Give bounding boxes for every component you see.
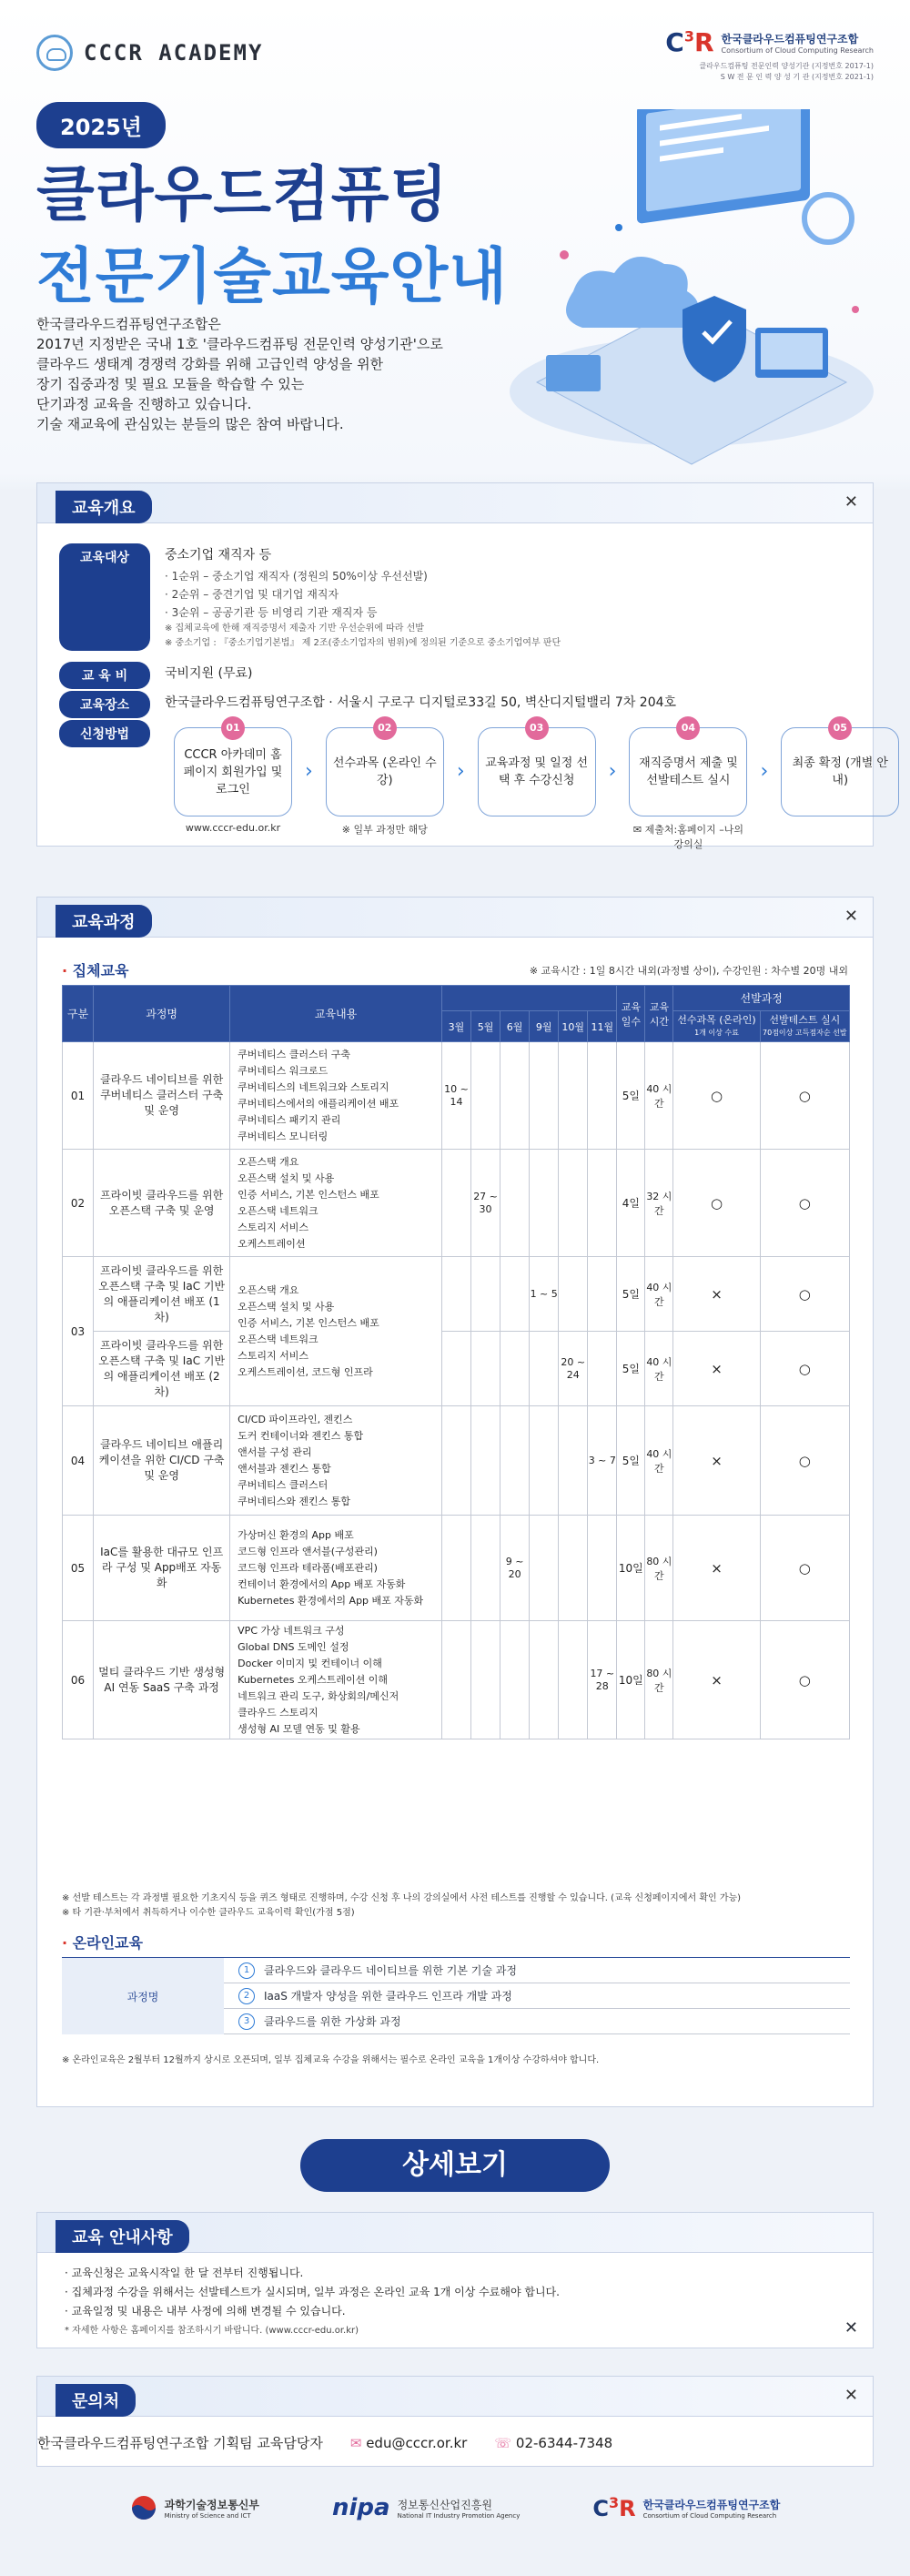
- table-row: [63, 1257, 850, 1332]
- row-test: ○: [760, 1332, 849, 1406]
- row-date: 10 ~ 14: [441, 1042, 470, 1150]
- month-cell: [441, 1150, 470, 1257]
- content-item: 쿠버네티스 워크로드: [238, 1064, 329, 1077]
- row-days: 4일: [617, 1150, 645, 1257]
- close-icon[interactable]: ✕: [844, 907, 858, 926]
- target-item: · 1순위 – 중소기업 재직자 (정원의 50%이상 우선선발): [165, 570, 428, 583]
- col-month: 9월: [530, 1011, 559, 1042]
- msit-emblem-icon: [130, 2494, 157, 2521]
- row-content: [230, 1257, 442, 1406]
- content-item: 생성형 AI 모델 연동 및 활용: [238, 1722, 360, 1735]
- month-cell: [500, 1150, 530, 1257]
- table-row: [63, 1406, 850, 1516]
- month-cell: [588, 1257, 617, 1332]
- detail-button[interactable]: 상세보기: [300, 2139, 610, 2192]
- phone-icon: ☏: [494, 2434, 512, 2451]
- row-date: 3 ~ 7: [588, 1406, 617, 1516]
- row-days: 5일: [617, 1406, 645, 1516]
- online-table: [62, 1957, 850, 2034]
- hero-illustration: [482, 109, 883, 473]
- row-days: 5일: [617, 1042, 645, 1150]
- month-cell: [530, 1150, 559, 1257]
- month-cell: [500, 1257, 530, 1332]
- curriculum-body: [63, 1042, 850, 1739]
- fee-value: 국비지원 (무료): [165, 666, 253, 681]
- intro-text: [36, 314, 510, 434]
- intro-line: 장기 집중과정 및 필요 모듈을 학습할 수 있는: [36, 376, 305, 392]
- target-note: ※ 집체교육에 한해 재직증명서 제출자 기반 우선순위에 따라 선발: [165, 624, 424, 634]
- close-icon[interactable]: ✕: [844, 2318, 858, 2338]
- online-title: · 온라인교육: [62, 1932, 143, 1952]
- month-cell: [588, 1150, 617, 1257]
- row-course: 프라이빗 클라우드를 위한 오픈스택 구축 및 IaC 기반의 애플리케이션 배포 (1차): [94, 1257, 230, 1332]
- row-course: 프라이빗 클라우드를 위한 오픈스택 구축 및 운영: [94, 1150, 230, 1257]
- month-cell: [588, 1042, 617, 1150]
- contact-email[interactable]: ✉ edu@cccr.or.kr: [349, 2434, 468, 2451]
- cloud-icon: [36, 35, 73, 71]
- row-no: 03: [63, 1257, 94, 1406]
- c3r-footer-logo: $C^3R$ 한국클라우드컴퓨팅연구조합 Consortium of Cloud Computing Research: [592, 2494, 781, 2521]
- month-cell: [500, 1406, 530, 1516]
- month-cell: [559, 1516, 588, 1621]
- content-item: Docker 이미지 및 컨테이너 이해: [238, 1657, 382, 1669]
- month-cell: [471, 1332, 500, 1406]
- content-item: CI/CD 파이프라인, 젠킨스: [238, 1413, 353, 1425]
- month-cell: [559, 1621, 588, 1739]
- curriculum-table: [62, 985, 850, 1739]
- content-item: Global DNS 도메인 설정: [238, 1640, 349, 1653]
- intro-line: 기술 재교육에 관심있는 분들의 많은 참여 바랍니다.: [36, 416, 344, 432]
- content-item: 스토리지 서비스: [238, 1349, 309, 1362]
- row-test: ○: [760, 1257, 849, 1332]
- col-month: 10월: [559, 1011, 588, 1042]
- chevron-right-icon: ›: [760, 760, 769, 783]
- col-prereq: 선수과목 (온라인) 1개 이상 수료: [673, 1011, 760, 1042]
- content-item: 오픈스택 개요: [238, 1283, 299, 1296]
- month-cell: [471, 1406, 500, 1516]
- guide-item: · 교육신청은 교육시작일 한 달 전부터 진행됩니다.: [65, 2267, 304, 2279]
- online-note: ※ 온라인교육은 2월부터 12월까지 상시로 오픈되며, 일부 집체교육 수강을 위해서는 필수로 온라인 교육을 1개이상 수강하셔야 합니다.: [62, 2055, 600, 2065]
- month-cell: [441, 1516, 470, 1621]
- intro-line: 단기과정 교육을 진행하고 있습니다.: [36, 396, 252, 412]
- row-date: 20 ~ 24: [559, 1332, 588, 1406]
- month-cell: [559, 1257, 588, 1332]
- month-cell: [471, 1516, 500, 1621]
- guide-title: 교육 안내사항: [56, 2220, 189, 2253]
- online-label: 과정명: [62, 1958, 224, 2034]
- nipa-logo-text: nipa: [332, 2494, 390, 2521]
- row-course: 클라우드 네이티브를 위한 쿠버네티스 클러스터 구축 및 운영: [94, 1042, 230, 1150]
- table-note: ※ 타 기관·부처에서 취득하거나 이수한 클라우드 교육이력 확인(가점 5점): [62, 1908, 355, 1918]
- org-name: 한국클라우드컴퓨팅연구조합: [721, 32, 859, 46]
- online-course[interactable]: 3 클라우드를 위한 가상화 과정: [224, 2009, 850, 2034]
- row-content: [230, 1042, 442, 1150]
- row-test: ○: [760, 1516, 849, 1621]
- col-month: 5월: [471, 1011, 500, 1042]
- row-hours: 40 시간: [645, 1042, 673, 1150]
- target-value: 중소기업 재직자 등: [165, 548, 272, 563]
- col-days: 교육 일수: [617, 986, 645, 1042]
- apply-step: 03 교육과정 및 일정 선택 후 수강신청: [478, 727, 596, 816]
- academy-logo[interactable]: [36, 35, 263, 71]
- month-cell: [559, 1406, 588, 1516]
- guide-card: [36, 2212, 874, 2348]
- col-course: 과정명: [94, 986, 230, 1042]
- table-row: [63, 1516, 850, 1621]
- apply-step: 04 재직증명서 제출 및 선발테스트 실시 ✉ 제출처:홈페이지 –나의강의실: [629, 727, 747, 851]
- apply-step: 01 CCCR 아카데미 홈페이지 회원가입 및 로그인 www.cccr-edu.or.kr: [174, 727, 292, 834]
- content-item: 인증 서비스, 기본 인스턴스 배포: [238, 1188, 379, 1201]
- designation-2: S W 전 문 인 력 양 성 기 관 (지정번호 2021-1): [720, 73, 874, 81]
- col-month: 6월: [500, 1011, 530, 1042]
- row-no: 06: [63, 1621, 94, 1739]
- row-days: 10일: [617, 1516, 645, 1621]
- row-content: [230, 1150, 442, 1257]
- group-title: · 집체교육: [62, 959, 128, 980]
- fee-label: 교 육 비: [59, 662, 150, 689]
- row-date: 9 ~ 20: [500, 1516, 530, 1621]
- row-test: ○: [760, 1406, 849, 1516]
- col-selection: 선발과정: [673, 986, 850, 1011]
- target-label: 교육대상: [59, 543, 150, 651]
- target-item: · 2순위 – 중견기업 및 대기업 재직자: [165, 588, 339, 601]
- curriculum-title: 교육과정: [56, 905, 152, 938]
- intro-line: 한국클라우드컴퓨팅연구조합은: [36, 316, 221, 332]
- content-item: 오픈스택 네트워크: [238, 1333, 318, 1345]
- month-cell: [500, 1332, 530, 1406]
- content-item: 오케스트레이션: [238, 1237, 306, 1250]
- designation-1: 클라우드컴퓨팅 전문인력 양성기관 (지정번호 2017-1): [699, 62, 874, 70]
- content-item: 도커 컨테이너와 젠킨스 통합: [238, 1429, 364, 1442]
- nipa-logo: nipa 정보통신산업진흥원 National IT Industry Promotion Agency: [332, 2494, 521, 2521]
- contact-title: 문의처: [56, 2384, 136, 2417]
- row-hours: 40 시간: [645, 1406, 673, 1516]
- table-note: ※ 선발 테스트는 각 과정별 필요한 기초지식 등을 퀴즈 형태로 진행하며, 수강 신청 후 나의 강의실에서 사전 테스트를 진행할 수 있습니다. (교육 신청페이지에서 확인 가능): [62, 1893, 742, 1903]
- month-cell: [441, 1406, 470, 1516]
- content-item: 오픈스택 네트워크: [238, 1204, 318, 1217]
- content-item: 인증 서비스, 기본 인스턴스 배포: [238, 1316, 379, 1329]
- month-cell: [471, 1042, 500, 1150]
- col-no: 구분: [63, 986, 94, 1042]
- row-no: 02: [63, 1150, 94, 1257]
- content-item: 오케스트레이션, 코드형 인프라: [238, 1365, 373, 1378]
- row-date: 17 ~ 28: [588, 1621, 617, 1739]
- content-item: 오픈스택 설치 및 사용: [238, 1300, 335, 1313]
- table-row: [63, 1150, 850, 1257]
- row-course: IaC를 활용한 대규모 인프라 구성 및 App배포 자동화: [94, 1516, 230, 1621]
- online-course[interactable]: 1 클라우드와 클라우드 네이티브를 위한 기본 기술 과정: [224, 1958, 850, 1983]
- chevron-right-icon: ›: [305, 760, 313, 783]
- row-days: 10일: [617, 1621, 645, 1739]
- row-prereq: ×: [673, 1621, 760, 1739]
- row-no: 01: [63, 1042, 94, 1150]
- row-test: ○: [760, 1621, 849, 1739]
- month-cell: [441, 1257, 470, 1332]
- row-hours: 40 시간: [645, 1257, 673, 1332]
- row-no: 05: [63, 1516, 94, 1621]
- step-caption: ✉ 제출처:홈페이지 –나의강의실: [632, 824, 743, 850]
- table-row: [63, 1332, 850, 1406]
- group-note: ※ 교육시간 : 1일 8시간 내외(과정별 상이), 수강인원 : 차수별 20명 내외: [529, 965, 848, 977]
- row-test: ○: [760, 1150, 849, 1257]
- content-item: 쿠버네티스 모니터링: [238, 1130, 329, 1142]
- intro-line: 2017년 지정받은 국내 1호 '클라우드컴퓨팅 전문인력 양성기관'으로: [36, 336, 443, 352]
- step-caption-link[interactable]: www.cccr-edu.or.kr: [185, 822, 281, 834]
- content-item: 쿠버네티스와 젠킨스 통합: [238, 1495, 351, 1507]
- month-cell: [471, 1257, 500, 1332]
- guide-item: · 교육일정 및 내용은 내부 사정에 의해 변경될 수 있습니다.: [65, 2305, 346, 2317]
- guide-item: · 집체과정 수강을 위해서는 선발테스트가 실시되며, 일부 과정은 온라인 교육 1개 이상 수료해야 합니다.: [65, 2286, 560, 2298]
- row-prereq: ×: [673, 1516, 760, 1621]
- content-item: 쿠버네티스의 네트워크와 스토리지: [238, 1080, 389, 1093]
- page-title-line2: 전문기술교육안내: [36, 241, 509, 311]
- mail-icon: ✉: [349, 2434, 362, 2451]
- month-cell: [441, 1621, 470, 1739]
- org-logo: [665, 27, 874, 83]
- month-cell: [530, 1516, 559, 1621]
- row-test: ○: [760, 1042, 849, 1150]
- content-item: 쿠버네티스 패키지 관리: [238, 1113, 341, 1126]
- content-item: 네트워크 관리 도구, 화상회의/메신저: [238, 1689, 399, 1702]
- month-cell: [588, 1332, 617, 1406]
- apply-label: 신청방법: [59, 720, 150, 747]
- footer-logos: [0, 2494, 910, 2521]
- step-caption: ※ 일부 과정만 해당: [341, 824, 428, 836]
- row-content: [230, 1406, 442, 1516]
- row-days: 5일: [617, 1332, 645, 1406]
- row-course: 멀티 클라우드 기반 생성형AI 연동 SaaS 구축 과정: [94, 1621, 230, 1739]
- content-item: 오픈스택 설치 및 사용: [238, 1171, 335, 1184]
- content-item: Kubernetes 환경에서의 App 배포 자동화: [238, 1594, 424, 1607]
- content-item: 코드형 인프라 앤서블(구성관리): [238, 1545, 378, 1557]
- row-content: [230, 1516, 442, 1621]
- row-date: 27 ~ 30: [471, 1150, 500, 1257]
- contact-phone[interactable]: ☏ 02-6344-7348: [494, 2434, 613, 2451]
- page-title-line1: 클라우드컴퓨팅: [36, 159, 450, 229]
- apply-step: 05 최종 확정 (개별 안내): [781, 727, 899, 816]
- contact-card: [36, 2376, 874, 2467]
- row-hours: 80 시간: [645, 1516, 673, 1621]
- row-course: 프라이빗 클라우드를 위한 오픈스택 구축 및 IaC 기반의 애플리케이션 배포 (2차): [94, 1332, 230, 1406]
- row-date: 1 ~ 5: [530, 1257, 559, 1332]
- content-item: 스토리지 서비스: [238, 1221, 309, 1233]
- close-icon[interactable]: ✕: [844, 492, 858, 512]
- month-cell: [530, 1406, 559, 1516]
- org-name-en: Consortium of Cloud Computing Research: [721, 46, 874, 55]
- chevron-right-icon: ›: [608, 760, 617, 783]
- chevron-right-icon: ›: [456, 760, 465, 783]
- month-cell: [559, 1042, 588, 1150]
- row-hours: 80 시간: [645, 1621, 673, 1739]
- msit-logo: 과학기술정보통신부 Ministry of Science and ICT: [130, 2494, 259, 2521]
- month-cell: [530, 1332, 559, 1406]
- content-item: 앤서블 구성 관리: [238, 1445, 312, 1458]
- c3r-logo-icon: $C^3R$: [592, 2494, 636, 2521]
- curriculum-card: [36, 897, 874, 2107]
- content-item: VPC 가상 네트워크 구성: [238, 1624, 345, 1637]
- place-value: 한국클라우드컴퓨팅연구조합 · 서울시 구로구 디지털로33길 50, 벽산디지털밸리 7차 204호: [165, 695, 677, 710]
- academy-name: CCCR ACADEMY: [84, 40, 264, 66]
- content-item: 쿠버네티스 클러스터 구축: [238, 1048, 351, 1060]
- apply-steps: [174, 722, 899, 851]
- row-prereq: ×: [673, 1406, 760, 1516]
- month-cell: [530, 1621, 559, 1739]
- row-content: [230, 1621, 442, 1739]
- content-item: 클라우드 스토리지: [238, 1706, 318, 1719]
- row-days: 5일: [617, 1257, 645, 1332]
- table-row: [63, 1042, 850, 1150]
- place-label: 교육장소: [59, 691, 150, 718]
- row-prereq: ○: [673, 1150, 760, 1257]
- col-hours: 교육 시간: [645, 986, 673, 1042]
- row-prereq: ○: [673, 1042, 760, 1150]
- apply-step: 02 선수과목 (온라인 수강) ※ 일부 과정만 해당: [326, 727, 444, 837]
- year-badge: 2025년: [36, 102, 166, 148]
- contact-org: 한국클라우드컴퓨팅연구조합 기획팀 교육담당자: [37, 2435, 323, 2451]
- content-item: 오픈스택 개요: [238, 1155, 299, 1168]
- month-cell: [530, 1042, 559, 1150]
- content-item: 쿠버네티스 클러스터: [238, 1478, 329, 1491]
- row-prereq: ×: [673, 1257, 760, 1332]
- col-test: 선발테스트 실시 70점이상 고득점자순 선발: [760, 1011, 849, 1042]
- content-item: 앤서블과 젠킨스 통합: [238, 1462, 331, 1475]
- target-note: ※ 중소기업 : 『중소기업기본법』 제 2조(중소기업자의 범위)에 정의된 기준으로 중소기업여부 판단: [165, 638, 561, 648]
- month-cell: [500, 1042, 530, 1150]
- row-hours: 40 시간: [645, 1332, 673, 1406]
- month-cell: [588, 1516, 617, 1621]
- content-item: 가상머신 환경의 App 배포: [238, 1528, 354, 1541]
- intro-line: 클라우드 생태계 경쟁력 강화를 위해 고급인력 양성을 위한: [36, 356, 384, 372]
- content-item: Kubernetes 오케스트레이션 이해: [238, 1673, 389, 1686]
- overview-title: 교육개요: [56, 491, 152, 523]
- col-content: 교육내용: [230, 986, 442, 1042]
- content-item: 컨테이너 환경에서의 App 배포 자동화: [238, 1577, 406, 1590]
- col-month: 3월: [441, 1011, 470, 1042]
- header: [36, 27, 874, 82]
- c3r-logo-icon: $C^3R$: [665, 27, 714, 57]
- content-item: 쿠버네티스에서의 애플리케이션 배포: [238, 1097, 399, 1110]
- month-cell: [500, 1621, 530, 1739]
- row-no: 04: [63, 1406, 94, 1516]
- online-course[interactable]: 2 IaaS 개발자 양성을 위한 클라우드 인프라 개발 과정: [224, 1983, 850, 2009]
- close-icon[interactable]: ✕: [844, 2386, 858, 2405]
- target-item: · 3순위 – 공공기관 등 비영리 기관 재직자 등: [165, 606, 378, 619]
- overview-card: [36, 482, 888, 850]
- row-prereq: ×: [673, 1332, 760, 1406]
- content-item: 코드형 인프라 테라폼(배포관리): [238, 1561, 378, 1574]
- guide-note: * 자세한 사항은 홈페이지를 참조하시기 바랍니다. (www.cccr-edu.or.kr): [65, 2326, 359, 2336]
- row-course: 클라우드 네이티브 애플리케이션을 위한 CI/CD 구축 및 운영: [94, 1406, 230, 1516]
- row-hours: 32 시간: [645, 1150, 673, 1257]
- month-cell: [559, 1150, 588, 1257]
- month-cell: [471, 1621, 500, 1739]
- col-month: 11월: [588, 1011, 617, 1042]
- month-cell: [441, 1332, 470, 1406]
- table-row: [63, 1621, 850, 1739]
